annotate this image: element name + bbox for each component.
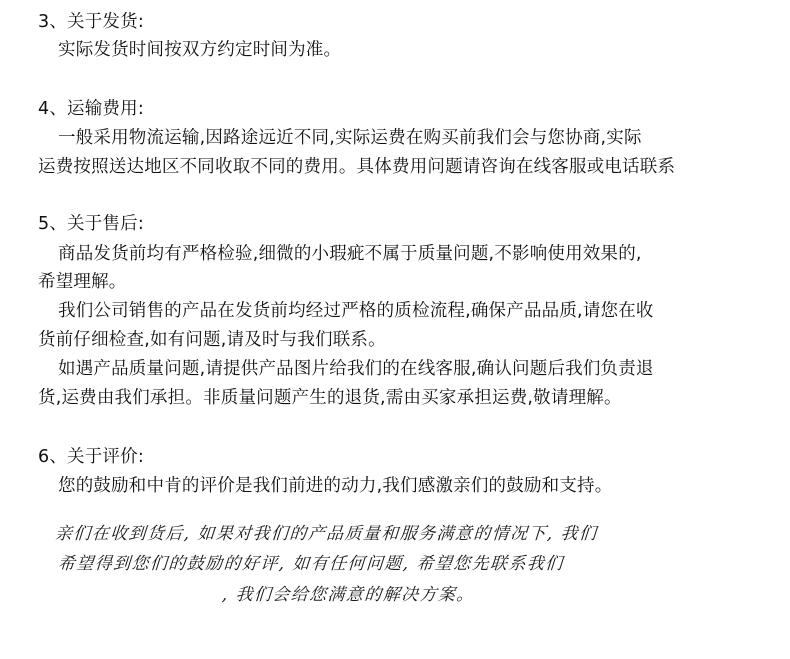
section-4-text-line-2: 运费按照送达地区不同收取不同的费用。具体费用问题请咨询在线客服或电话联系 <box>38 157 676 177</box>
section-5-text-line-4: 货前仔细检查,如有问题,请及时与我们联系。 <box>38 330 386 350</box>
handwritten-note-line-1: 亲们在收到货后, 如果对我们的产品质量和服务满意的情况下, 我们 <box>54 524 599 544</box>
section-3-text: 实际发货时间按双方约定时间为准。 <box>58 40 342 60</box>
section-5-text-line-6: 货,运费由我们承担。非质量问题产生的退货,需由买家承担运费,敬请理解。 <box>38 388 622 408</box>
section-5-text-line-2: 希望理解。 <box>38 272 127 292</box>
section-4-heading: 4、运输费用: <box>38 99 144 119</box>
section-6-heading: 6、关于评价: <box>38 447 144 467</box>
handwritten-note-line-3: , 我们会给您满意的解决方案。 <box>221 585 476 605</box>
section-6-text: 您的鼓励和中肯的评价是我们前进的动力,我们感激亲们的鼓励和支持。 <box>58 476 613 496</box>
section-5-text-line-3: 我们公司销售的产品在发货前均经过严格的质检流程,确保产品品质,请您在收 <box>58 301 654 321</box>
section-4-text-line-1: 一般采用物流运输,因路途远近不同,实际运费在购买前我们会与您协商,实际 <box>58 128 642 148</box>
section-5-text-line-5: 如遇产品质量问题,请提供产品图片给我们的在线客服,确认问题后我们负责退 <box>58 359 654 379</box>
section-5-heading: 5、关于售后: <box>38 214 144 234</box>
handwritten-note-line-2: 希望得到您们的鼓励的好评, 如有任何问题, 希望您先联系我们 <box>57 554 565 574</box>
section-5-text-line-1: 商品发货前均有严格检验,细微的小瑕疵不属于质量问题,不影响使用效果的, <box>58 244 642 264</box>
section-3-heading: 3、关于发货: <box>38 12 144 32</box>
